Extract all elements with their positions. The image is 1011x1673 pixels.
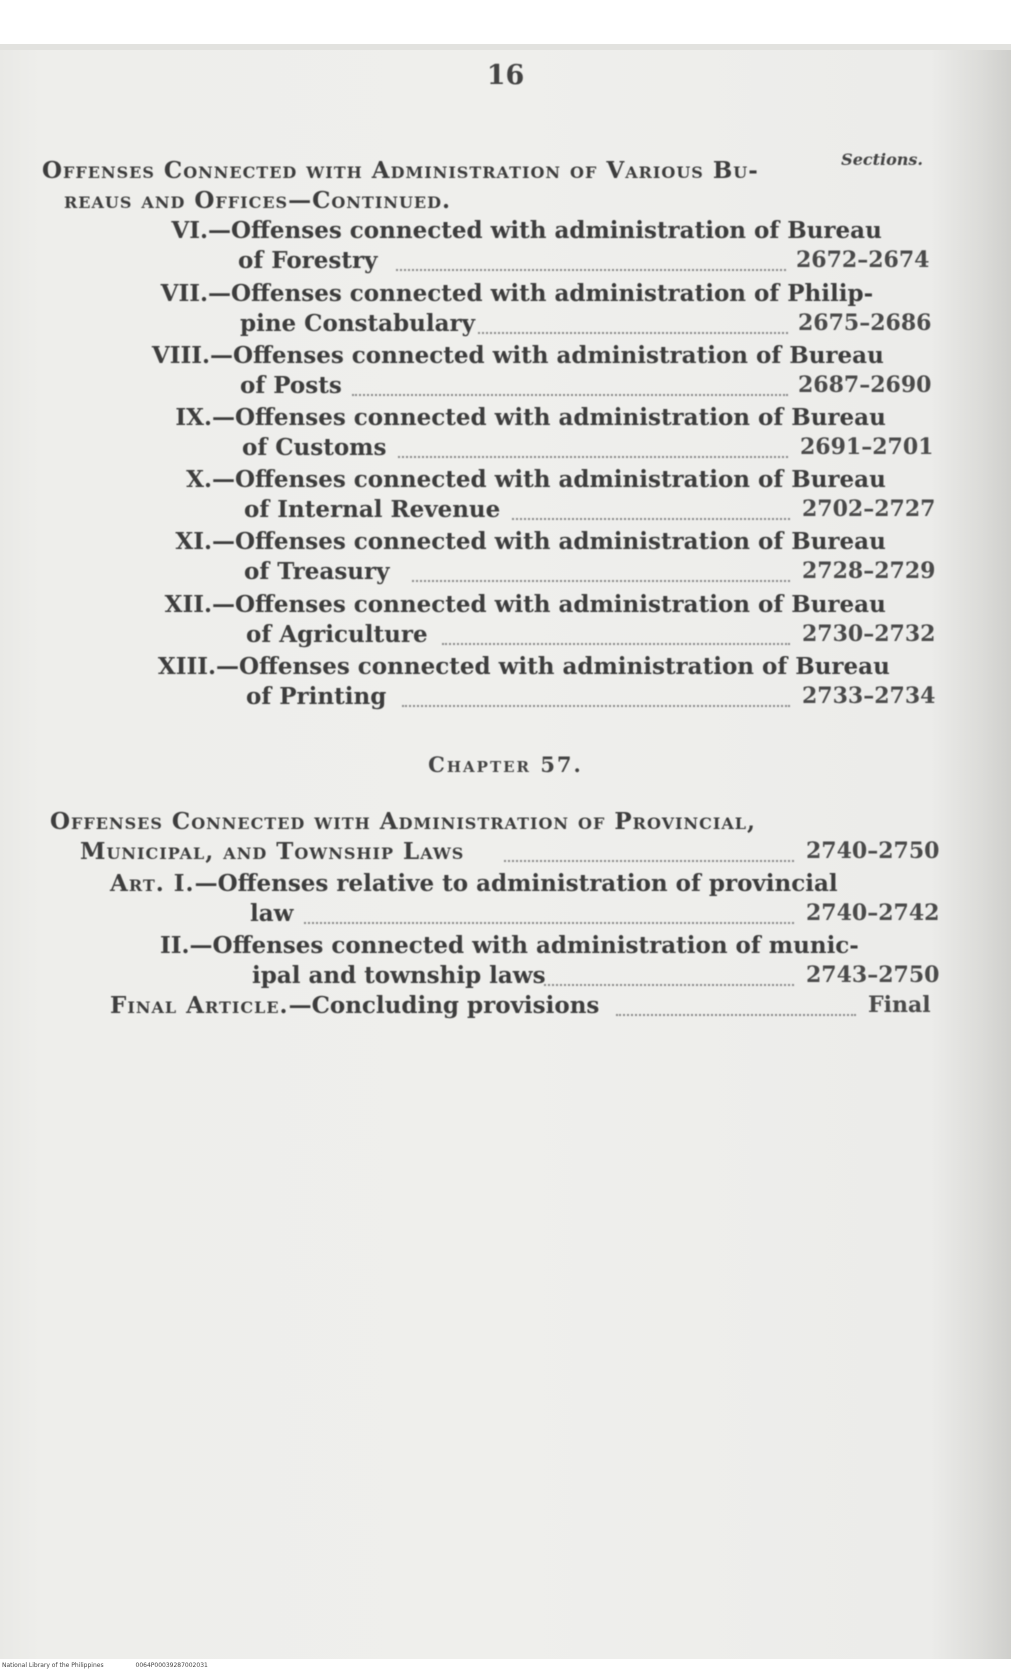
section-range: 2740–2750 xyxy=(806,838,940,864)
article-title-line2: of Forestry xyxy=(238,247,378,274)
toc-entry-art-i-cont xyxy=(0,900,1011,934)
toc-entry-xiii xyxy=(104,653,890,680)
section-range: 2702–2727 xyxy=(802,496,936,522)
final-article-label: Final Article. xyxy=(110,992,289,1019)
article-number: II. xyxy=(160,932,190,959)
article-title-line2: ipal and township laws xyxy=(252,962,546,989)
article-number: X. xyxy=(186,466,212,493)
dot-leader xyxy=(544,984,794,986)
article-title-line1: —Offenses connected with administration of Bureau xyxy=(216,653,890,680)
dot-leader xyxy=(352,394,788,396)
chapter-heading-line2: Municipal, and Township Laws xyxy=(80,838,465,865)
chapter-title: Chapter 57. xyxy=(428,752,583,777)
section-range: 2687–2690 xyxy=(798,372,932,398)
toc-entry-vii xyxy=(100,280,873,307)
section-range: 2740–2742 xyxy=(806,900,940,926)
article-title-line1: —Offenses connected with administration of Bureau xyxy=(208,217,882,244)
article-title-line2: of Internal Revenue xyxy=(244,496,501,523)
dot-leader xyxy=(412,580,790,582)
toc-entry-ix-cont xyxy=(0,434,1011,468)
toc-entry-ix xyxy=(104,404,886,431)
article-title-line2: of Customs xyxy=(242,434,387,461)
section-heading-line2: reaus and Offices—Continued. xyxy=(64,187,451,214)
toc-entry-final xyxy=(0,992,1011,1026)
section-heading-line1: Offenses Connected with Administration of Various Bu- xyxy=(42,157,759,184)
toc-entry-xi xyxy=(104,528,886,555)
article-title-line1: —Offenses connected with administration of Philip- xyxy=(208,280,874,307)
toc-entry-art-ii-cont xyxy=(0,962,1011,996)
toc-entry-xi-cont xyxy=(0,558,1011,592)
article-title-line2: pine Constabulary xyxy=(240,310,475,337)
chapter-heading-line1: Offenses Connected with Administration of Provincial, xyxy=(50,808,757,835)
toc-entry-vi-cont xyxy=(0,247,1011,281)
section-range: 2691–2701 xyxy=(800,434,934,460)
article-title-line2: of Printing xyxy=(246,683,387,710)
section-range: Final xyxy=(868,992,931,1018)
article-title-line2: law xyxy=(250,900,294,927)
article-number: Art. I. xyxy=(110,870,195,897)
footer-library: National Library of the Philippines xyxy=(2,1662,104,1669)
dot-leader xyxy=(478,332,788,334)
article-number: VII. xyxy=(160,280,208,307)
article-number: XII. xyxy=(164,591,212,618)
toc-entry-viii xyxy=(102,342,884,369)
article-title-line1: —Offenses connected with administration of Bureau xyxy=(212,591,886,618)
section-range: 2728–2729 xyxy=(802,558,936,584)
article-title-line1: —Offenses connected with administration of Bureau xyxy=(210,342,884,369)
article-number: VIII. xyxy=(151,342,210,369)
section-range: 2733–2734 xyxy=(802,683,936,709)
section-range: 2672–2674 xyxy=(796,247,930,273)
dot-leader xyxy=(402,705,790,707)
article-number: XIII. xyxy=(157,653,216,680)
toc-entry-xii xyxy=(104,591,886,618)
final-article xyxy=(110,992,599,1019)
footer-code: 0064P00039287002031 xyxy=(135,1662,208,1669)
article-title-line1: —Offenses connected with administration of Bureau xyxy=(212,528,886,555)
scan-footer xyxy=(2,1662,238,1669)
section-range: 2743–2750 xyxy=(806,962,940,988)
article-title-line1: —Offenses connected with administration of Bureau xyxy=(212,404,886,431)
section-range: 2675–2686 xyxy=(798,310,932,336)
dot-leader xyxy=(616,1014,856,1016)
chapter-heading-line2-row xyxy=(0,838,1011,872)
article-number: VI. xyxy=(171,217,208,244)
dot-leader xyxy=(396,269,786,271)
article-number: IX. xyxy=(175,404,212,431)
toc-entry-x xyxy=(104,466,886,493)
article-title-line2: of Treasury xyxy=(244,558,390,585)
article-number: XI. xyxy=(175,528,212,555)
toc-entry-art-i xyxy=(110,870,838,897)
toc-entry-xii-cont xyxy=(0,621,1011,655)
dot-leader xyxy=(504,860,794,862)
article-title-line2: of Posts xyxy=(240,372,342,399)
toc-entry-vi xyxy=(100,217,882,244)
toc-entry-vii-cont xyxy=(0,310,1011,344)
page-number: 16 xyxy=(486,60,525,91)
dot-leader xyxy=(442,643,790,645)
toc-entry-art-ii xyxy=(160,932,859,959)
article-title-line1: —Offenses connected with administration of munic- xyxy=(189,932,859,959)
toc-entry-viii-cont xyxy=(0,372,1011,406)
article-title-line2: of Agriculture xyxy=(246,621,428,648)
toc-entry-x-cont xyxy=(0,496,1011,530)
section-range: 2730–2732 xyxy=(802,621,936,647)
toc-entry-xiii-cont xyxy=(0,683,1011,717)
final-article-text: —Concluding provisions xyxy=(288,992,600,1019)
article-title-line1: —Offenses relative to administration of provincial xyxy=(194,870,838,897)
sections-column-label: Sections. xyxy=(841,150,923,169)
dot-leader xyxy=(512,518,790,520)
dot-leader xyxy=(304,922,794,924)
dot-leader xyxy=(398,456,788,458)
article-title-line1: —Offenses connected with administration of Bureau xyxy=(212,466,886,493)
